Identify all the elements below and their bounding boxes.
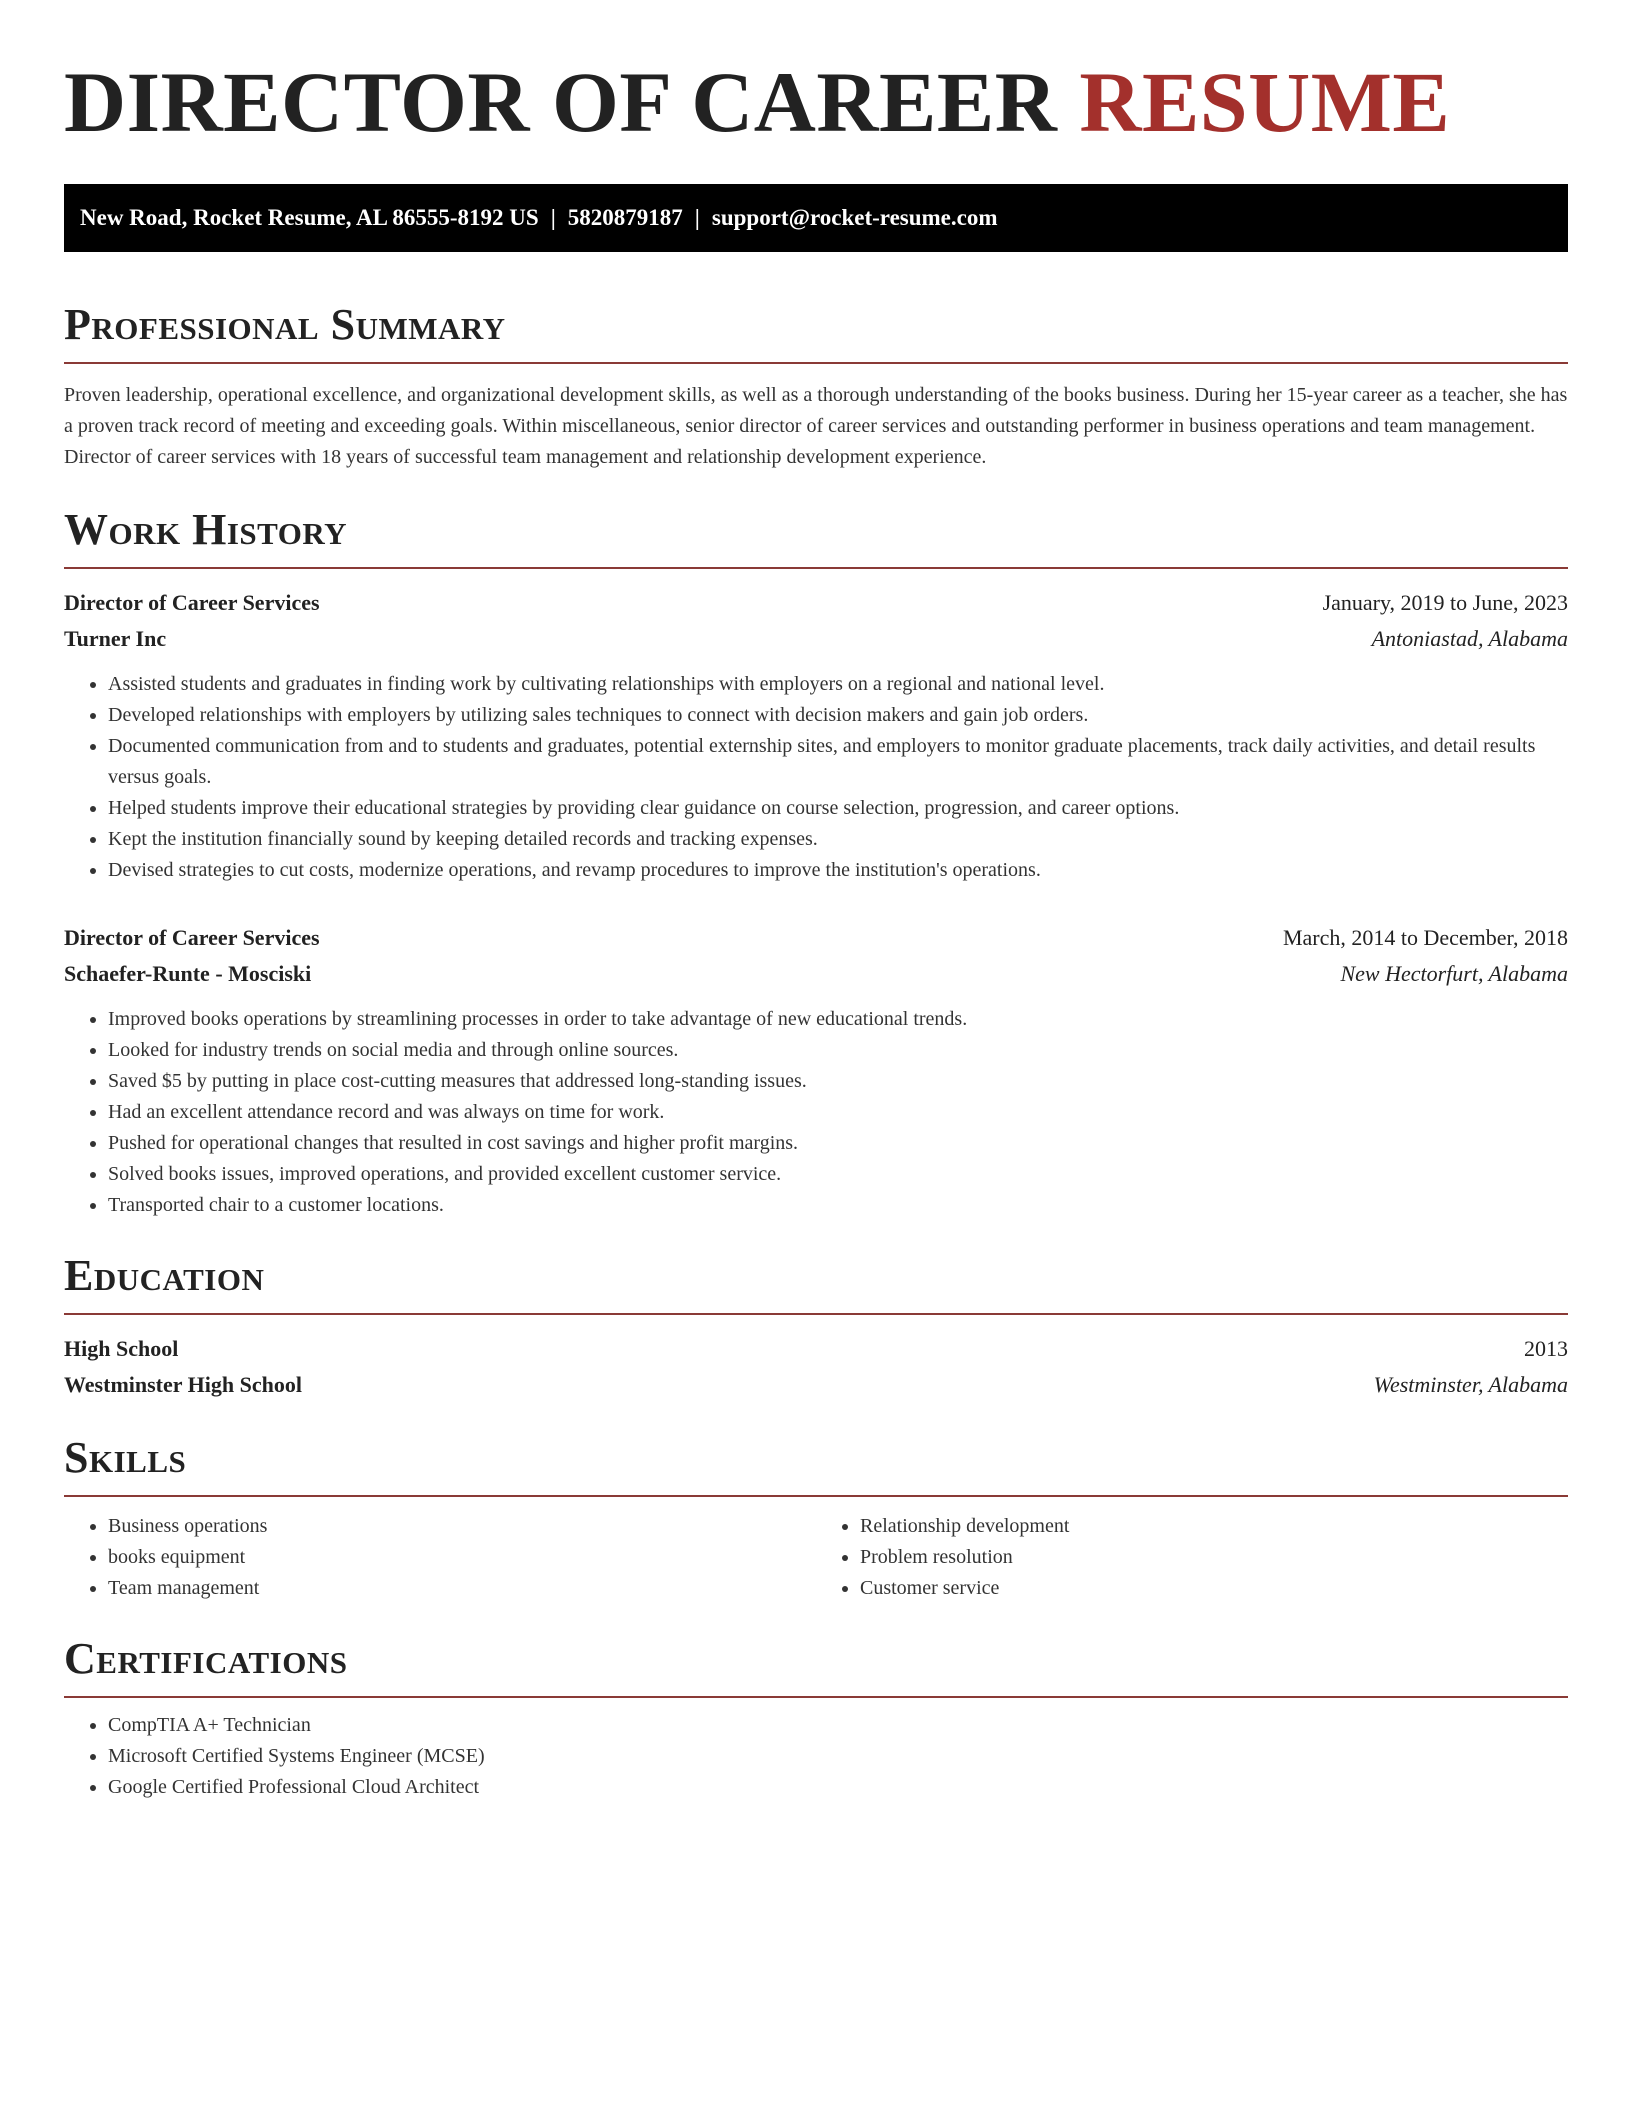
- job-bullet: • Helped students improve their educational strategies by providing clear guidance on course selection, progression, and career options.: [108, 793, 1568, 824]
- job-header-row: [64, 585, 1568, 621]
- job-title: Director of Career Services: [64, 925, 320, 950]
- education-degree: High School: [64, 1336, 179, 1361]
- job-bullet: • Pushed for operational changes that resulted in cost savings and higher profit margins.: [108, 1128, 1568, 1159]
- certification-item: • CompTIA A+ Technician: [108, 1710, 1568, 1741]
- work-history-heading: Work History: [64, 505, 348, 554]
- certification-item: • Google Certified Professional Cloud Architect: [108, 1772, 1568, 1803]
- skill-item: • books equipment: [108, 1542, 816, 1573]
- job-bullet: • Had an excellent attendance record and was always on time for work.: [108, 1097, 1568, 1128]
- job-bullet: • Saved $5 by putting in place cost-cutting measures that addressed long-standing issues.: [108, 1066, 1568, 1097]
- certifications-heading: Certifications: [64, 1634, 348, 1683]
- section-divider: [64, 1495, 1568, 1497]
- section-divider: [64, 362, 1568, 364]
- job-bullet: • Documented communication from and to students and graduates, potential externship sites, and employers to monitor graduate placements, track daily activities, and detail results versus goals.: [108, 731, 1568, 793]
- job-header-row: [64, 920, 1568, 956]
- education-school: Westminster High School: [64, 1372, 302, 1397]
- contact-separator: |: [694, 205, 700, 230]
- job-bullets: [64, 669, 1568, 886]
- education-header-row: [64, 1331, 1568, 1367]
- section-divider: [64, 1696, 1568, 1698]
- contact-address: New Road, Rocket Resume, AL 86555-8192 US: [80, 205, 539, 230]
- certification-item: • Microsoft Certified Systems Engineer (MCSE): [108, 1741, 1568, 1772]
- skill-item: • Team management: [108, 1573, 816, 1604]
- education-location: Westminster, Alabama: [1373, 1372, 1568, 1397]
- work-history-section: [64, 501, 1568, 1221]
- education-school-row: [64, 1367, 1568, 1403]
- summary-heading: Professional Summary: [64, 300, 506, 349]
- skills-section: [64, 1429, 1568, 1604]
- skills-grid: [64, 1511, 1568, 1604]
- job-location: New Hectorfurt, Alabama: [1340, 961, 1568, 986]
- job-bullet: • Looked for industry trends on social media and through online sources.: [108, 1035, 1568, 1066]
- job-dates: March, 2014 to December, 2018: [1282, 925, 1568, 950]
- education-section: [64, 1247, 1568, 1403]
- certifications-list: [64, 1710, 1568, 1803]
- contact-separator: |: [550, 205, 556, 230]
- section-divider: [64, 567, 1568, 569]
- job-bullet: • Kept the institution financially sound by keeping detailed records and tracking expenses.: [108, 824, 1568, 855]
- title-main: DIRECTOR OF CAREER: [64, 54, 1058, 150]
- job-bullets: [64, 1004, 1568, 1221]
- skill-item: • Relationship development: [860, 1511, 1568, 1542]
- job-title: Director of Career Services: [64, 590, 320, 615]
- job-entry: [64, 920, 1568, 1221]
- job-entry: [64, 585, 1568, 886]
- job-bullet: • Developed relationships with employers by utilizing sales techniques to connect with decision makers and gain job orders.: [108, 700, 1568, 731]
- job-bullet: • Assisted students and graduates in finding work by cultivating relationships with employers on a regional and national level.: [108, 669, 1568, 700]
- job-company: Turner Inc: [64, 626, 167, 651]
- job-bullet: • Devised strategies to cut costs, modernize operations, and revamp procedures to improve the institution's operations.: [108, 855, 1568, 886]
- skill-item: • Business operations: [108, 1511, 816, 1542]
- job-dates: January, 2019 to June, 2023: [1322, 590, 1568, 615]
- skills-column-left: [64, 1511, 816, 1604]
- contact-bar: [64, 184, 1568, 252]
- certifications-section: [64, 1630, 1568, 1803]
- summary-section: [64, 296, 1568, 473]
- job-bullet: • Solved books issues, improved operations, and provided excellent customer service.: [108, 1159, 1568, 1190]
- job-bullet: • Transported chair to a customer locations.: [108, 1190, 1568, 1221]
- contact-phone: 5820879187: [567, 205, 683, 230]
- title-accent: RESUME: [1079, 54, 1451, 150]
- education-heading: Education: [64, 1251, 265, 1300]
- skills-column-right: [816, 1511, 1568, 1604]
- resume-title: [64, 52, 1568, 152]
- education-entry: [64, 1331, 1568, 1403]
- section-divider: [64, 1313, 1568, 1315]
- skills-heading: Skills: [64, 1433, 187, 1482]
- skill-item: • Customer service: [860, 1573, 1568, 1604]
- job-company-row: [64, 621, 1568, 657]
- education-year: 2013: [1524, 1336, 1568, 1361]
- contact-email: support@rocket-resume.com: [711, 205, 998, 230]
- job-bullet: • Improved books operations by streamlining processes in order to take advantage of new educational trends.: [108, 1004, 1568, 1035]
- job-company-row: [64, 956, 1568, 992]
- skill-item: • Problem resolution: [860, 1542, 1568, 1573]
- job-company: Schaefer-Runte - Mosciski: [64, 961, 312, 986]
- summary-text: Proven leadership, operational excellence, and organizational development skills, as well as a thorough understanding of the books business. During her 15-year career as a teacher, she has a proven track record of meeting and exceeding goals. Within miscellaneous, senior director of career services and outstanding performer in business operations and team management. Director of career services with 18 years of successful team management and relationship development experience.: [64, 384, 1568, 468]
- job-location: Antoniastad, Alabama: [1371, 626, 1568, 651]
